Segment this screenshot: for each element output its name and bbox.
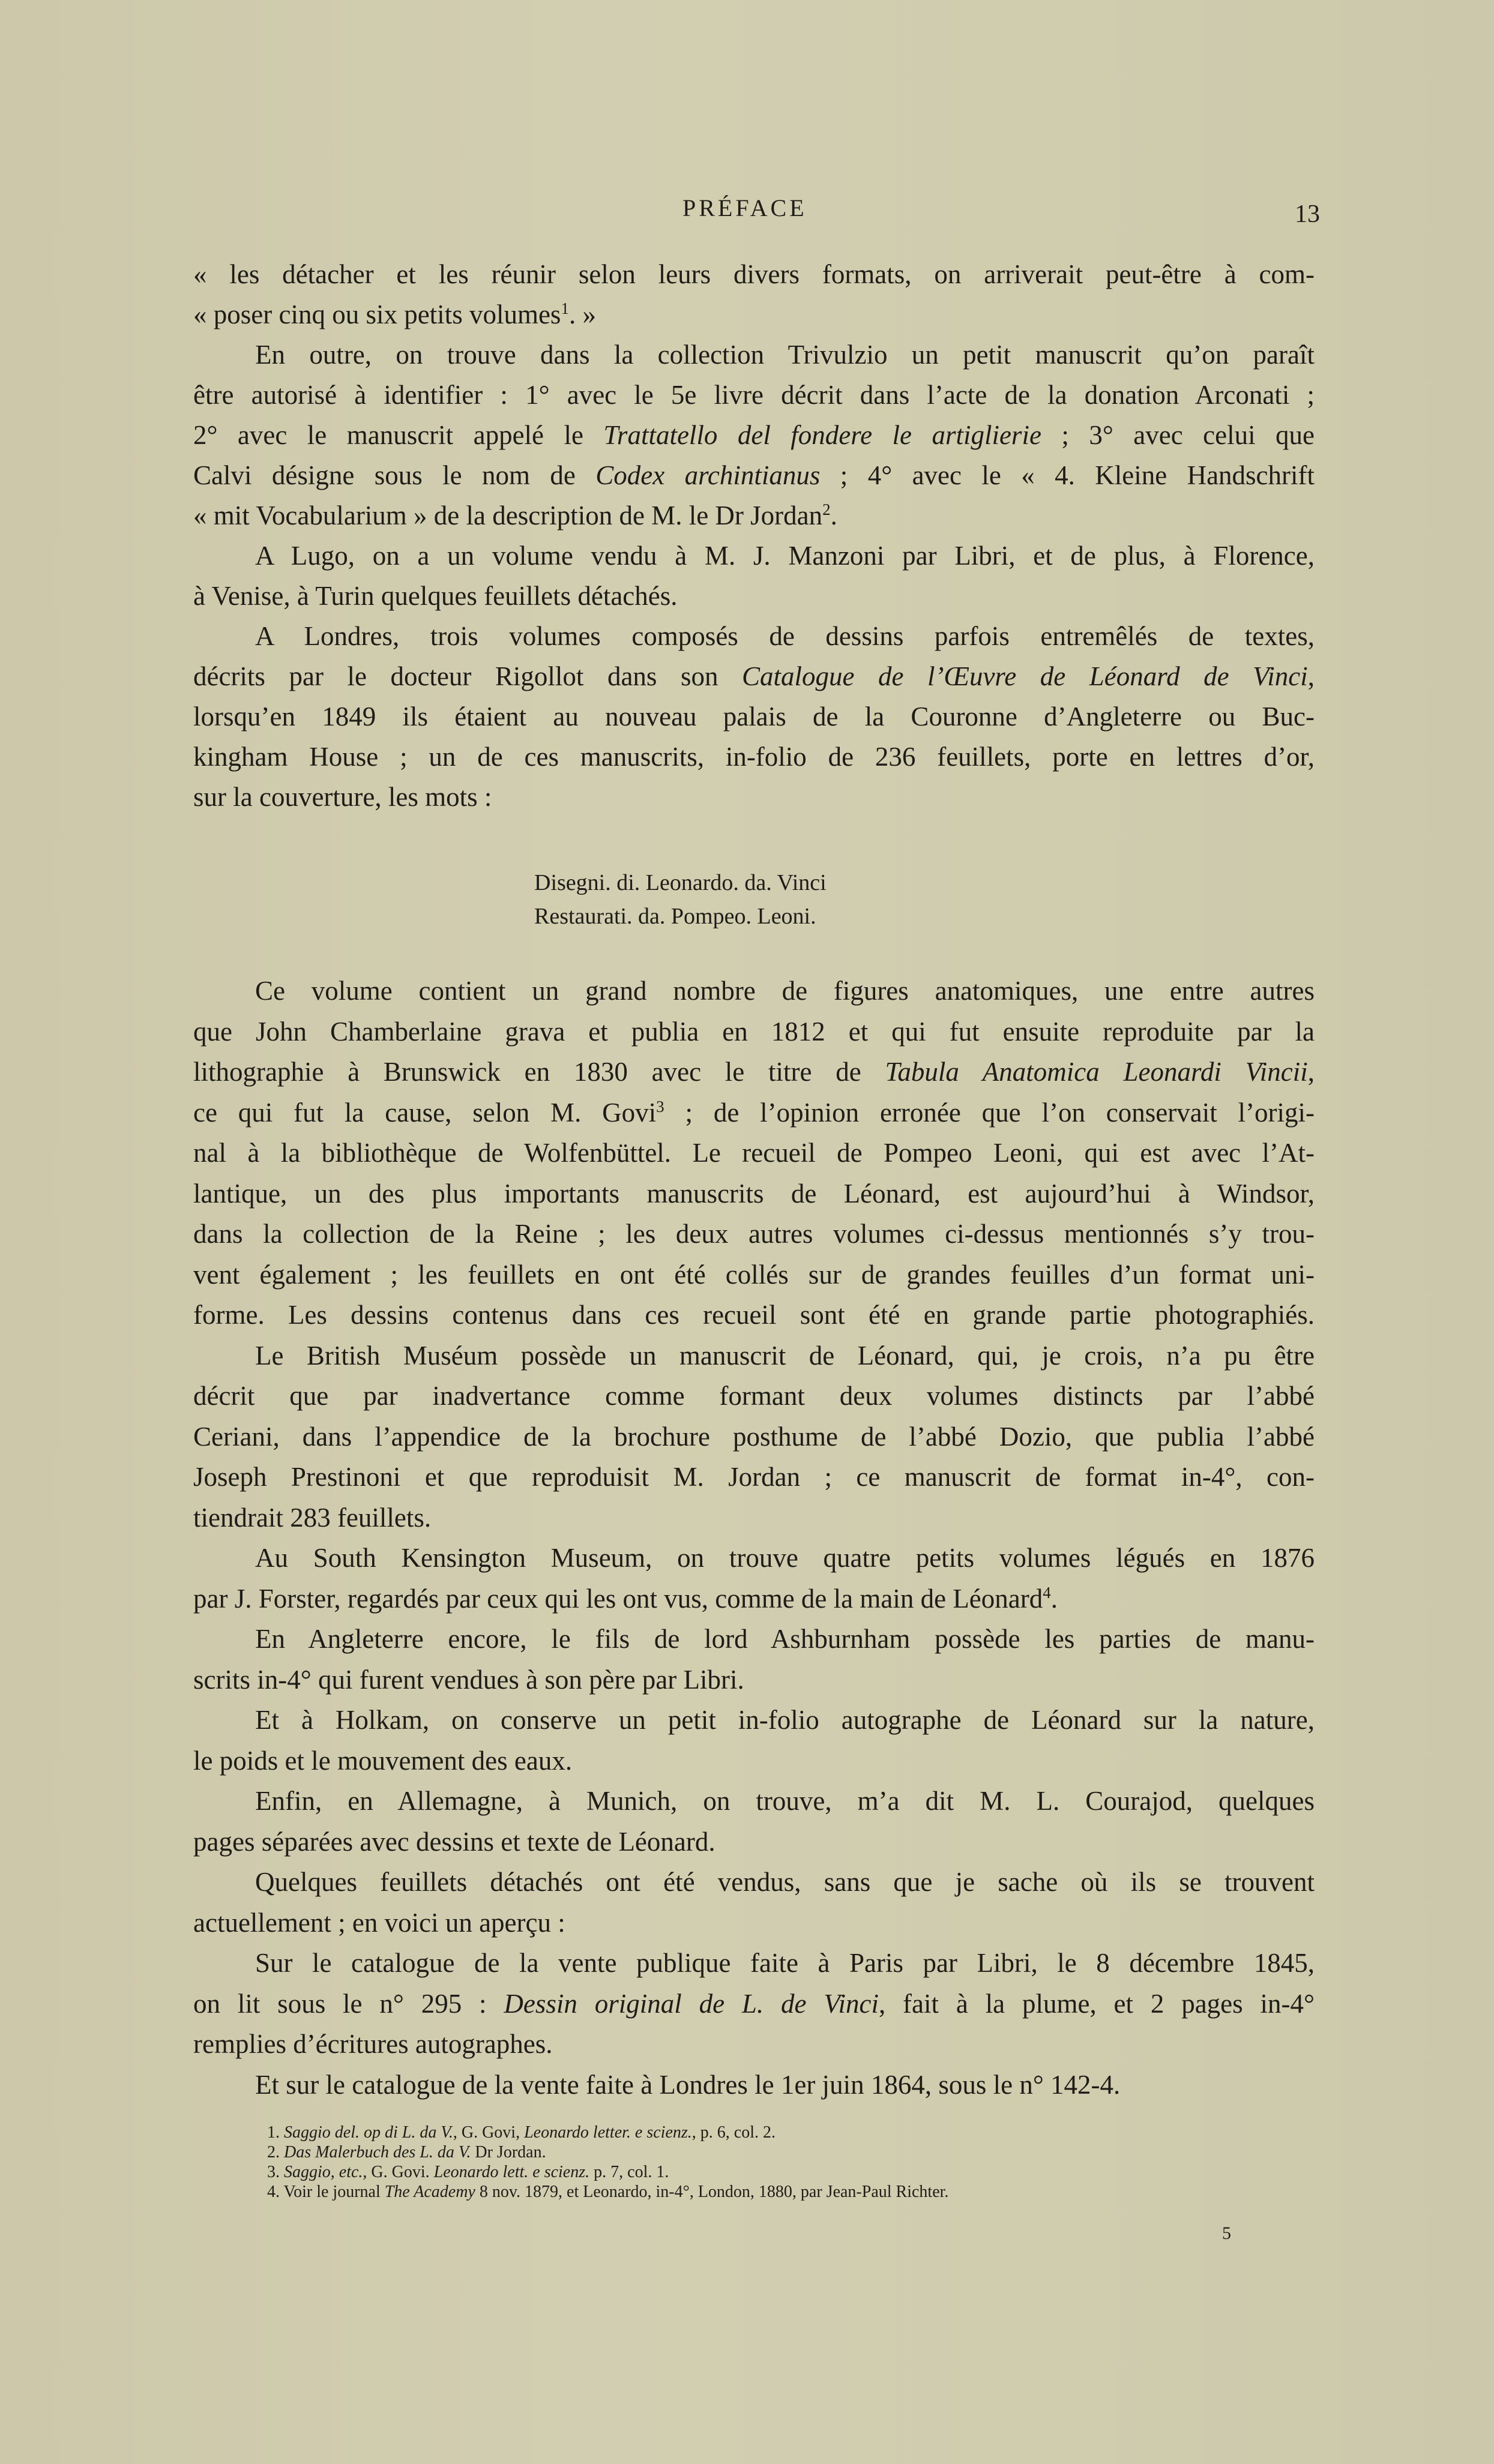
text-line: sur la couverture, les mots : [193, 782, 492, 812]
running-title: PRÉFACE [682, 194, 807, 221]
text-line: forme. Les dessins contenus dans ces recueil sont été en grande partie photographiés. [193, 1300, 1315, 1330]
footnote-ref[interactable]: 4 [1043, 1583, 1051, 1602]
text-line: le poids et le mouvement des eaux. [193, 1745, 573, 1776]
inscription-line: Restaurati. da. Pompeo. Leoni. [534, 904, 816, 929]
text-line: Quelques feuillets détachés ont été vendus, sans que je sache où ils se trouvent [255, 1867, 1315, 1897]
footnote-4: 4. Voir le journal The Academy 8 nov. 1879, et Leonardo, in-4°, London, 1880, par Jean-Paul Richter. [267, 2183, 949, 2201]
body-text-lower [193, 971, 1315, 2105]
text-line: à Venise, à Turin quelques feuillets détachés. [193, 581, 678, 611]
text-line: ce qui fut la cause, selon M. Govi$^3$ ; de l’opinion erronée que l’on conservait l’origi- [193, 1097, 1315, 1128]
text-line: remplies d’écritures autographes. [193, 2029, 553, 2059]
text-line: dans la collection de la Reine ; les deux autres volumes ci-dessus mentionnés s’y trou- [193, 1219, 1315, 1249]
text-line: « mit Vocabularium » de la description de M. le Dr Jordan$^2$. [193, 500, 837, 530]
text-line: Ce volume contient un grand nombre de figures anatomiques, une entre autres [255, 976, 1315, 1006]
text-line: Enfin, en Allemagne, à Munich, on trouve, m’a dit M. L. Courajod, quelques [255, 1786, 1315, 1816]
text-line: « poser cinq ou six petits volumes$^1$. » [193, 299, 596, 329]
italic-title: Catalogue de l’Œuvre de Léonard de Vinci [741, 661, 1308, 691]
body-text-upper [193, 254, 1315, 817]
text-line: Calvi désigne sous le nom de Codex archintianus ; 4° avec le « 4. Kleine Handschrift [193, 460, 1315, 490]
text-line: Sur le catalogue de la vente publique faite à Paris par Libri, le 8 décembre 1845, [255, 1948, 1315, 1978]
text-line: A Londres, trois volumes composés de dessins parfois entremêlés de textes, [255, 621, 1315, 651]
text-line: par J. Forster, regardés par ceux qui les ont vus, comme de la main de Léonard$^4$. [193, 1583, 1058, 1614]
signature-mark: 5 [1222, 2223, 1231, 2243]
text-line: vent également ; les feuillets en ont été collés sur de grandes feuilles d’un format uni- [193, 1259, 1315, 1290]
text-line: Et sur le catalogue de la vente faite à Londres le 1er juin 1864, sous le n° 142-4. [255, 2069, 1121, 2100]
footnote-ref[interactable]: 1 [561, 299, 569, 317]
text-line: kingham House ; un de ces manuscrits, in-folio de 236 feuillets, porte en lettres d’or, [193, 742, 1315, 772]
text-line: Au South Kensington Museum, on trouve quatre petits volumes légués en 1876 [255, 1543, 1315, 1573]
text-line: actuellement ; en voici un aperçu : [193, 1907, 565, 1938]
text-line: tiendrait 283 feuillets. [193, 1502, 432, 1533]
text-line: Et à Holkam, on conserve un petit in-folio autographe de Léonard sur la nature, [255, 1705, 1315, 1735]
text-line: décrit que par inadvertance comme formant deux volumes distincts par l’abbé [193, 1381, 1315, 1411]
text-line: on lit sous le n° 295 : Dessin original de L. de Vinci, fait à la plume, et 2 pages in-4° [193, 1988, 1315, 2019]
text-line: que John Chamberlaine grava et publia en 1812 et qui fut ensuite reproduite par la [193, 1016, 1315, 1047]
text-line: Joseph Prestinoni et que reproduisit M. Jordan ; ce manuscrit de format in-4°, con- [193, 1462, 1315, 1492]
inscription-block [534, 866, 827, 933]
text-line: Ceriani, dans l’appendice de la brochure posthume de l’abbé Dozio, que publia l’abbé [193, 1421, 1315, 1452]
text-line: « les détacher et les réunir selon leurs divers formats, on arriverait peut-être à com- [193, 259, 1315, 289]
footnote-ref[interactable]: 2 [822, 500, 831, 518]
text-line: A Lugo, on a un volume vendu à M. J. Manzoni par Libri, et de plus, à Florence, [255, 541, 1315, 571]
text-line: décrits par le docteur Rigollot dans son Catalogue de l’Œuvre de Léonard de Vinci, [193, 661, 1315, 691]
italic-title: Tabula Anatomica Leonardi Vincii [885, 1057, 1308, 1087]
inscription-line: Disegni. di. Leonardo. da. Vinci [534, 870, 827, 895]
text-line: pages séparées avec dessins et texte de Léonard. [193, 1826, 715, 1857]
text-line: En Angleterre encore, le fils de lord Ashburnham possède les parties de manu- [255, 1624, 1315, 1654]
running-head [0, 193, 1494, 228]
footnote-3: 3. Saggio, etc., G. Govi. Leonardo lett. e scienz. p. 7, col. 1. [267, 2163, 669, 2181]
footnote-ref[interactable]: 3 [656, 1097, 664, 1116]
text-line: lorsqu’en 1849 ils étaient au nouveau palais de la Couronne d’Angleterre ou Buc- [193, 702, 1315, 732]
italic-title: Codex archintianus [595, 460, 821, 490]
text-line: Le British Muséum possède un manuscrit de Léonard, qui, je crois, n’a pu être [255, 1340, 1315, 1371]
footnote-1: 1. Saggio del. op di L. da V., G. Govi, Leonardo letter. e scienz., p. 6, col. 2. [267, 2123, 776, 2142]
text-line: scrits in-4° qui furent vendues à son père par Libri. [193, 1664, 744, 1695]
footnotes [267, 2123, 948, 2202]
text-line: lithographie à Brunswick en 1830 avec le titre de Tabula Anatomica Leonardi Vincii, [193, 1057, 1315, 1087]
text-line: 2° avec le manuscrit appelé le Trattatello del fondere le artiglierie ; 3° avec celui que [193, 420, 1315, 450]
text-line: En outre, on trouve dans la collection Trivulzio un petit manuscrit qu’on paraît [255, 340, 1315, 370]
text-line: être autorisé à identifier : 1° avec le 5e livre décrit dans l’acte de la donation Arconati ; [193, 380, 1315, 410]
text-line: lantique, un des plus importants manuscrits de Léonard, est aujourd’hui à Windsor, [193, 1178, 1315, 1209]
text-line: nal à la bibliothèque de Wolfenbüttel. Le recueil de Pompeo Leoni, qui est avec l’At- [193, 1138, 1315, 1168]
footnote-2: 2. Das Malerbuch des L. da V. Dr Jordan. [267, 2143, 546, 2162]
page-number: 13 [1295, 200, 1320, 228]
italic-title: Dessin original de L. de Vinci [504, 1988, 879, 2019]
italic-title: Trattatello del fondere le artiglierie [603, 420, 1041, 450]
